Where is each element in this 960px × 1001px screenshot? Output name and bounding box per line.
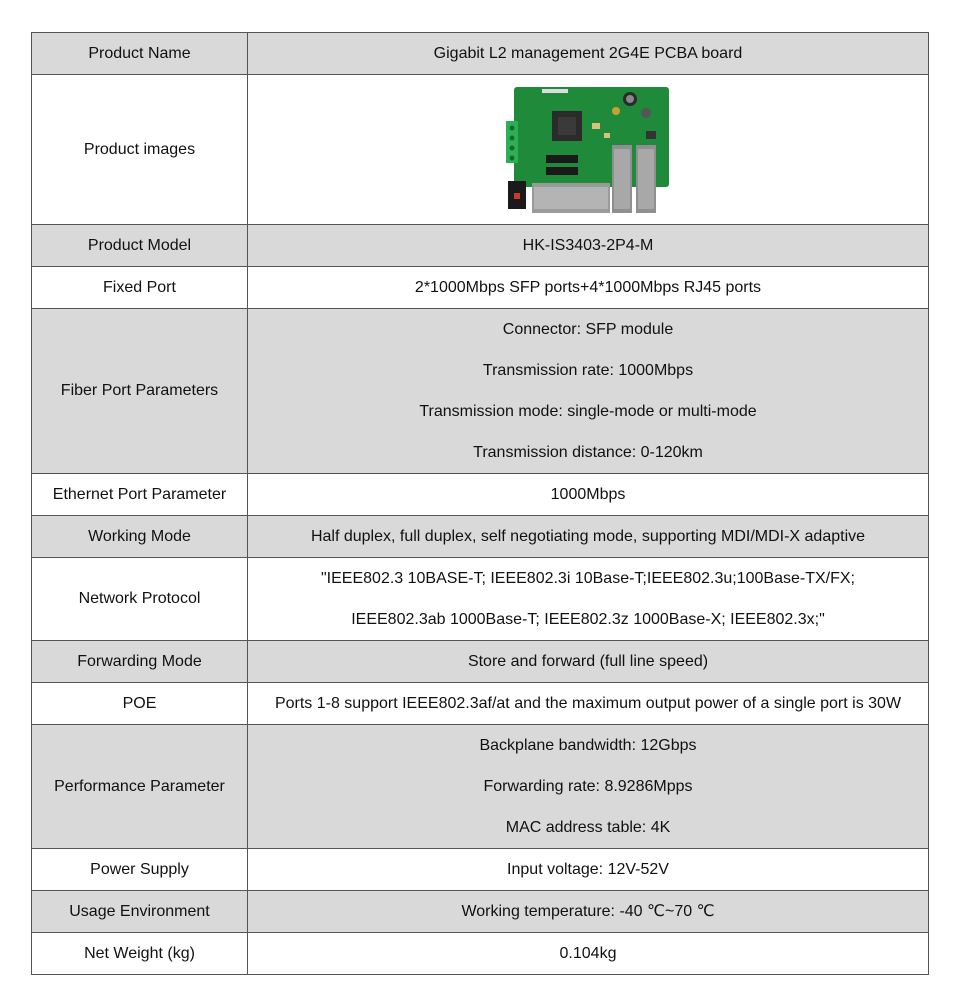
row-value [248, 891, 929, 933]
row-performance-parameter [32, 725, 929, 849]
row-fiber-port-parameters [32, 309, 929, 474]
row-value [248, 267, 929, 309]
row-value [248, 33, 929, 75]
row-label: Power Supply [32, 849, 248, 891]
row-ethernet-port-parameter [32, 474, 929, 516]
row-net-weight [32, 933, 929, 975]
row-value [248, 309, 929, 474]
row-label: Fiber Port Parameters [32, 309, 248, 474]
ram-chip [546, 167, 578, 175]
row-label: Working Mode [32, 516, 248, 558]
value-line: Forwarding rate: 8.9286Mpps [483, 778, 693, 795]
row-working-mode [32, 516, 929, 558]
row-label: Network Protocol [32, 558, 248, 641]
spec-table [31, 32, 929, 975]
value-line: MAC address table: 4K [505, 819, 671, 836]
row-label: POE [32, 683, 248, 725]
row-product-images [32, 75, 929, 225]
row-label: Forwarding Mode [32, 641, 248, 683]
row-product-model [32, 225, 929, 267]
row-label: Product Model [32, 225, 248, 267]
value-line: Half duplex, full duplex, self negotiating mode, supporting MDI/MDI-X adaptive [310, 528, 866, 545]
row-forwarding-mode [32, 641, 929, 683]
value-line: HK-IS3403-2P4-M [522, 237, 654, 254]
row-label: Net Weight (kg) [32, 933, 248, 975]
value-line: Gigabit L2 management 2G4E PCBA board [433, 45, 743, 62]
value-line: Input voltage: 12V-52V [507, 861, 669, 878]
row-value [248, 725, 929, 849]
row-value [248, 474, 929, 516]
value-line: "IEEE802.3 10BASE-T; IEEE802.3i 10Base-T;IEEE802.3u;100Base-TX/FX; [321, 570, 855, 587]
row-label: Fixed Port [32, 267, 248, 309]
row-value [248, 933, 929, 975]
row-label: Usage Environment [32, 891, 248, 933]
value-line: 0.104kg [559, 945, 617, 962]
ram-chip [546, 155, 578, 163]
value-line: Connector: SFP module [502, 321, 674, 338]
pcba-board-image [506, 83, 671, 217]
row-label: Product Name [32, 33, 248, 75]
row-value [248, 849, 929, 891]
value-line: Transmission rate: 1000Mbps [482, 362, 694, 379]
row-label: Ethernet Port Parameter [32, 474, 248, 516]
row-power-supply [32, 849, 929, 891]
row-value [248, 225, 929, 267]
row-value [248, 75, 929, 225]
value-line: Backplane bandwidth: 12Gbps [479, 737, 697, 754]
value-line: Ports 1-8 support IEEE802.3af/at and the maximum output power of a single port is 30W [274, 695, 902, 712]
row-value [248, 683, 929, 725]
row-label: Performance Parameter [32, 725, 248, 849]
row-fixed-port [32, 267, 929, 309]
row-product-name [32, 33, 929, 75]
value-line: Transmission distance: 0-120km [473, 444, 703, 461]
row-network-protocol [32, 558, 929, 641]
value-line: 1000Mbps [550, 486, 626, 503]
value-line: Store and forward (full line speed) [467, 653, 709, 670]
row-value [248, 516, 929, 558]
value-line: Working temperature: -40 ℃~70 ℃ [461, 903, 715, 920]
row-value [248, 641, 929, 683]
value-line: 2*1000Mbps SFP ports+4*1000Mbps RJ45 ports [414, 279, 762, 296]
row-label: Product images [32, 75, 248, 225]
row-poe [32, 683, 929, 725]
value-line: Transmission mode: single-mode or multi-mode [419, 403, 757, 420]
row-value [248, 558, 929, 641]
value-line: IEEE802.3ab 1000Base-T; IEEE802.3z 1000Base-X; IEEE802.3x;" [351, 611, 825, 628]
row-usage-environment [32, 891, 929, 933]
